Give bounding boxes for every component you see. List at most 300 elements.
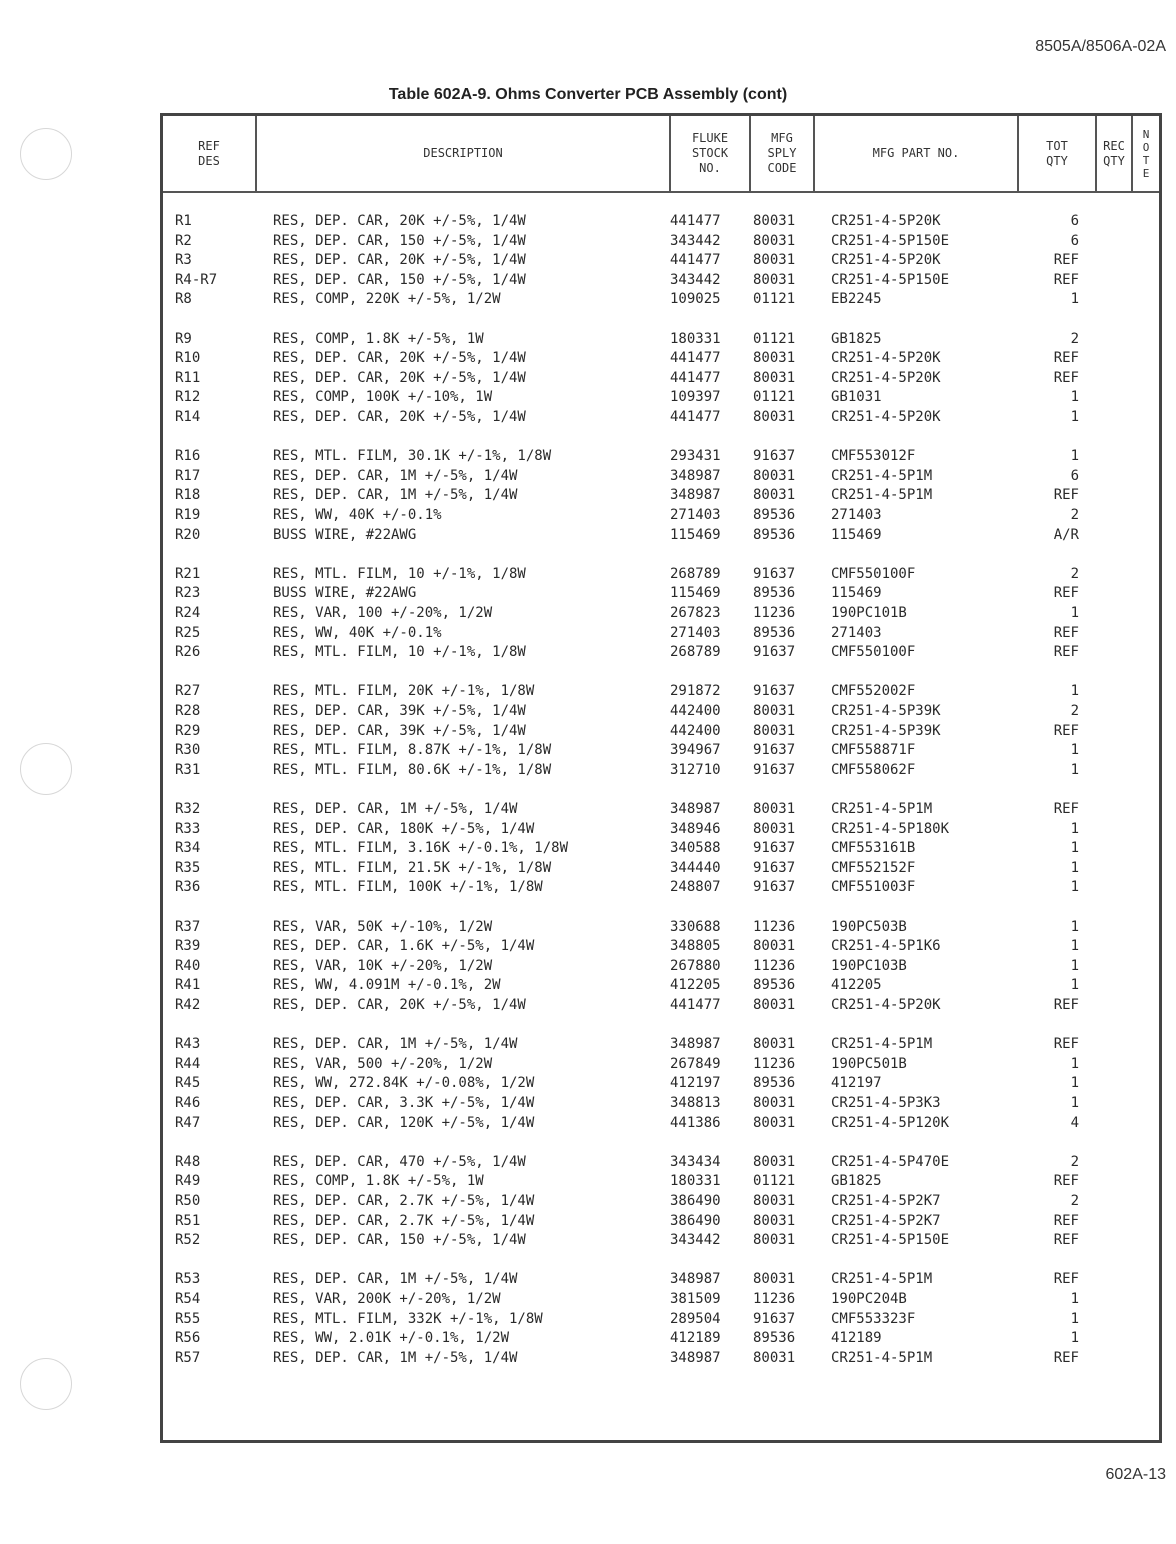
ref-des-cell: R32 xyxy=(175,801,201,817)
tot-qty-cell: 1 xyxy=(1070,840,1079,857)
description-cell: RES, DEP. CAR, 150 +/-5%, 1/4W xyxy=(273,232,526,249)
sply-code-cell: 80031 xyxy=(753,938,796,955)
description-cell: RES, VAR, 10K +/-20%, 1/2W xyxy=(273,957,493,974)
sply-code-cell: 80031 xyxy=(753,1349,796,1366)
tot-qty-cell: REF xyxy=(1053,1271,1079,1288)
stock-no-cell: 348987 xyxy=(670,487,721,504)
stock-no-cell: 381509 xyxy=(670,1291,721,1307)
ref-des-cell: R11 xyxy=(175,369,201,386)
ref-des-cell: R4-R7 xyxy=(175,271,218,288)
tot-qty-cell: REF xyxy=(1053,1349,1079,1366)
mfg-part-no-cell: CR251-4-5P2K7 xyxy=(831,1193,941,1209)
stock-no-cell: 441386 xyxy=(670,1114,721,1131)
sply-code-cell: 80031 xyxy=(753,1153,796,1170)
description-cell: RES, DEP. CAR, 39K +/-5%, 1/4W xyxy=(273,703,526,719)
ref-des-cell: R20 xyxy=(175,526,201,543)
ref-des-cell: R48 xyxy=(175,1153,201,1170)
mfg-part-no-cell: CMF553012F xyxy=(831,448,916,465)
sply-code-cell: 80031 xyxy=(753,1095,796,1111)
tot-qty-cell: 1 xyxy=(1070,977,1079,994)
table-row xyxy=(163,683,1159,703)
tot-qty-cell: 4 xyxy=(1070,1114,1079,1131)
sply-code-cell: 91637 xyxy=(753,761,796,778)
sply-code-cell: 80031 xyxy=(753,722,796,739)
description-cell: RES, MTL. FILM, 100K +/-1%, 1/8W xyxy=(273,879,543,896)
stock-no-cell: 344440 xyxy=(670,859,721,876)
table-row xyxy=(163,1232,1159,1252)
ref-des-cell: R10 xyxy=(175,350,201,367)
table-row xyxy=(163,1036,1159,1056)
mfg-part-no-cell: GB1825 xyxy=(831,1173,882,1190)
mfg-part-no-cell: EB2245 xyxy=(831,291,882,308)
stock-no-cell: 109397 xyxy=(670,389,721,406)
ref-des-cell: R2 xyxy=(175,232,192,249)
description-cell: RES, MTL. FILM, 10 +/-1%, 1/8W xyxy=(273,644,526,661)
description-cell: BUSS WIRE, #22AWG xyxy=(273,526,417,543)
sply-code-cell: 01121 xyxy=(753,330,796,347)
description-cell: RES, MTL. FILM, 80.6K +/-1%, 1/8W xyxy=(273,761,552,778)
stock-no-cell: 412189 xyxy=(670,1330,721,1347)
ref-des-cell: R26 xyxy=(175,644,201,661)
description-cell: RES, WW, 272.84K +/-0.08%, 1/2W xyxy=(273,1075,535,1092)
stock-no-cell: 386490 xyxy=(670,1193,721,1209)
sply-code-cell: 89536 xyxy=(753,507,796,523)
sply-code-cell: 80031 xyxy=(753,487,796,504)
description-cell: RES, MTL. FILM, 20K +/-1%, 1/8W xyxy=(273,683,535,700)
table-row xyxy=(163,585,1159,605)
mfg-part-no-cell: CR251-4-5P1K6 xyxy=(831,938,941,955)
table-row xyxy=(163,742,1159,762)
stock-no-cell: 343434 xyxy=(670,1153,721,1170)
table-row xyxy=(163,1350,1159,1370)
tot-qty-cell: REF xyxy=(1053,644,1079,661)
table-row xyxy=(163,958,1159,978)
sply-code-cell: 01121 xyxy=(753,1173,796,1190)
stock-no-cell: 180331 xyxy=(670,1173,721,1190)
description-cell: RES, DEP. CAR, 2.7K +/-5%, 1/4W xyxy=(273,1212,535,1229)
binder-hole xyxy=(20,128,72,180)
header-description: DESCRIPTION xyxy=(423,146,503,160)
document-id: 8505A/8506A-02A xyxy=(1035,38,1166,55)
ref-des-cell: R37 xyxy=(175,918,201,935)
tot-qty-cell: REF xyxy=(1053,624,1079,641)
description-cell: RES, DEP. CAR, 2.7K +/-5%, 1/4W xyxy=(273,1193,535,1209)
stock-no-cell: 441477 xyxy=(670,409,721,425)
mfg-part-no-cell: CR251-4-5P1M xyxy=(831,487,933,504)
description-cell: RES, COMP, 220K +/-5%, 1/2W xyxy=(273,291,501,308)
sply-code-cell: 89536 xyxy=(753,1330,796,1347)
description-cell: BUSS WIRE, #22AWG xyxy=(273,585,417,602)
ref-des-cell: R43 xyxy=(175,1036,201,1053)
description-cell: RES, VAR, 200K +/-20%, 1/2W xyxy=(273,1291,501,1307)
mfg-part-no-cell: 115469 xyxy=(831,585,882,602)
header-sply-code: MFG SPLY CODE xyxy=(767,131,797,175)
table-row xyxy=(163,370,1159,390)
tot-qty-cell: 2 xyxy=(1070,1153,1079,1170)
sply-code-cell: 01121 xyxy=(753,389,796,406)
description-cell: RES, VAR, 500 +/-20%, 1/2W xyxy=(273,1055,493,1072)
mfg-part-no-cell: 412205 xyxy=(831,977,882,994)
tot-qty-cell: 1 xyxy=(1070,938,1079,955)
table-row xyxy=(163,703,1159,723)
table-row xyxy=(163,331,1159,351)
table-row xyxy=(163,1095,1159,1115)
ref-des-cell: R45 xyxy=(175,1075,201,1092)
description-cell: RES, DEP. CAR, 1M +/-5%, 1/4W xyxy=(273,487,518,504)
description-cell: RES, DEP. CAR, 1M +/-5%, 1/4W xyxy=(273,467,518,484)
mfg-part-no-cell: CR251-4-5P20K xyxy=(831,252,941,269)
description-cell: RES, DEP. CAR, 39K +/-5%, 1/4W xyxy=(273,722,526,739)
mfg-part-no-cell: CMF551003F xyxy=(831,879,916,896)
table-row xyxy=(163,409,1159,429)
stock-no-cell: 441477 xyxy=(670,213,721,229)
table-row xyxy=(163,821,1159,841)
binder-hole xyxy=(20,1358,72,1410)
mfg-part-no-cell: CR251-4-5P39K xyxy=(831,703,941,719)
mfg-part-no-cell: CR251-4-5P1M xyxy=(831,1036,933,1053)
table-row xyxy=(163,1056,1159,1076)
table-row xyxy=(163,840,1159,860)
mfg-part-no-cell: CR251-4-5P150E xyxy=(831,1232,950,1249)
sply-code-cell: 01121 xyxy=(753,291,796,308)
ref-des-cell: R53 xyxy=(175,1271,201,1288)
description-cell: RES, DEP. CAR, 470 +/-5%, 1/4W xyxy=(273,1153,526,1170)
description-cell: RES, COMP, 1.8K +/-5%, 1W xyxy=(273,330,484,347)
tot-qty-cell: 1 xyxy=(1070,742,1079,759)
mfg-part-no-cell: CR251-4-5P20K xyxy=(831,997,941,1013)
description-cell: RES, DEP. CAR, 1M +/-5%, 1/4W xyxy=(273,1271,518,1288)
sply-code-cell: 80031 xyxy=(753,997,796,1013)
description-cell: RES, DEP. CAR, 120K +/-5%, 1/4W xyxy=(273,1114,535,1131)
sply-code-cell: 91637 xyxy=(753,448,796,465)
ref-des-cell: R56 xyxy=(175,1330,201,1347)
tot-qty-cell: REF xyxy=(1053,722,1079,739)
table-row xyxy=(163,801,1159,821)
header-mfg-part-no: MFG PART NO. xyxy=(872,146,960,160)
ref-des-cell: R18 xyxy=(175,487,201,504)
tot-qty-cell: 1 xyxy=(1070,879,1079,896)
tot-qty-cell: 1 xyxy=(1070,859,1079,876)
ref-des-cell: R16 xyxy=(175,448,201,465)
sply-code-cell: 89536 xyxy=(753,977,796,994)
ref-des-cell: R1 xyxy=(175,213,192,229)
description-cell: RES, DEP. CAR, 20K +/-5%, 1/4W xyxy=(273,369,526,386)
stock-no-cell: 343442 xyxy=(670,232,721,249)
binder-hole xyxy=(20,743,72,795)
tot-qty-cell: REF xyxy=(1053,252,1079,269)
sply-code-cell: 11236 xyxy=(753,1291,796,1307)
tot-qty-cell: 6 xyxy=(1070,232,1079,249)
ref-des-cell: R40 xyxy=(175,957,201,974)
tot-qty-cell: 2 xyxy=(1070,1193,1079,1209)
tot-qty-cell: 1 xyxy=(1070,1291,1079,1307)
table-row xyxy=(163,1311,1159,1331)
mfg-part-no-cell: CR251-4-5P150E xyxy=(831,271,950,288)
table-row xyxy=(163,997,1159,1017)
stock-no-cell: 348987 xyxy=(670,801,721,817)
ref-des-cell: R35 xyxy=(175,859,201,876)
mfg-part-no-cell: CR251-4-5P180K xyxy=(831,820,950,837)
stock-no-cell: 441477 xyxy=(670,997,721,1013)
stock-no-cell: 348987 xyxy=(670,1271,721,1288)
tot-qty-cell: 2 xyxy=(1070,330,1079,347)
description-cell: RES, COMP, 100K +/-10%, 1W xyxy=(273,389,493,406)
stock-no-cell: 441477 xyxy=(670,350,721,367)
mfg-part-no-cell: CMF550100F xyxy=(831,644,916,661)
mfg-part-no-cell: CMF553161B xyxy=(831,840,916,857)
tot-qty-cell: 2 xyxy=(1070,703,1079,719)
tot-qty-cell: REF xyxy=(1053,1232,1079,1249)
mfg-part-no-cell: 412189 xyxy=(831,1330,882,1347)
mfg-part-no-cell: CMF558062F xyxy=(831,761,916,778)
table-row xyxy=(163,468,1159,488)
ref-des-cell: R12 xyxy=(175,389,201,406)
ref-des-cell: R49 xyxy=(175,1173,201,1190)
tot-qty-cell: 6 xyxy=(1070,213,1079,229)
sply-code-cell: 91637 xyxy=(753,742,796,759)
table-row xyxy=(163,233,1159,253)
table-row xyxy=(163,350,1159,370)
stock-no-cell: 330688 xyxy=(670,918,721,935)
tot-qty-cell: 2 xyxy=(1070,507,1079,523)
tot-qty-cell: REF xyxy=(1053,1036,1079,1053)
table-row xyxy=(163,291,1159,311)
table-row xyxy=(163,487,1159,507)
tot-qty-cell: 1 xyxy=(1070,1095,1079,1111)
sply-code-cell: 89536 xyxy=(753,624,796,641)
stock-no-cell: 293431 xyxy=(670,448,721,465)
ref-des-cell: R46 xyxy=(175,1095,201,1111)
stock-no-cell: 412197 xyxy=(670,1075,721,1092)
ref-des-cell: R28 xyxy=(175,703,201,719)
table-row xyxy=(163,723,1159,743)
header-note: N O T E xyxy=(1142,127,1150,180)
tot-qty-cell: REF xyxy=(1053,271,1079,288)
table-row xyxy=(163,625,1159,645)
table-row xyxy=(163,1075,1159,1095)
stock-no-cell: 348987 xyxy=(670,1036,721,1053)
description-cell: RES, VAR, 100 +/-20%, 1/2W xyxy=(273,605,493,621)
table-row xyxy=(163,762,1159,782)
table-title: Table 602A-9. Ohms Converter PCB Assembly (cont) xyxy=(388,86,788,103)
tot-qty-cell: 1 xyxy=(1070,820,1079,837)
tot-qty-cell: REF xyxy=(1053,1212,1079,1229)
table-row xyxy=(163,1271,1159,1291)
stock-no-cell: 115469 xyxy=(670,526,721,543)
mfg-part-no-cell: 190PC101B xyxy=(831,605,907,621)
table-row xyxy=(163,389,1159,409)
tot-qty-cell: REF xyxy=(1053,801,1079,817)
mfg-part-no-cell: CR251-4-5P20K xyxy=(831,409,941,425)
stock-no-cell: 343442 xyxy=(670,271,721,288)
table-row xyxy=(163,1173,1159,1193)
stock-no-cell: 348805 xyxy=(670,938,721,955)
tot-qty-cell: 6 xyxy=(1070,467,1079,484)
tot-qty-cell: 1 xyxy=(1070,761,1079,778)
sply-code-cell: 80031 xyxy=(753,1193,796,1209)
description-cell: RES, MTL. FILM, 332K +/-1%, 1/8W xyxy=(273,1310,543,1327)
sply-code-cell: 80031 xyxy=(753,271,796,288)
ref-des-cell: R39 xyxy=(175,938,201,955)
tot-qty-cell: 1 xyxy=(1070,1055,1079,1072)
tot-qty-cell: 1 xyxy=(1070,448,1079,465)
table-row xyxy=(163,213,1159,233)
mfg-part-no-cell: CR251-4-5P470E xyxy=(831,1153,950,1170)
stock-no-cell: 248807 xyxy=(670,879,721,896)
sply-code-cell: 80031 xyxy=(753,820,796,837)
sply-code-cell: 91637 xyxy=(753,644,796,661)
sply-code-cell: 91637 xyxy=(753,879,796,896)
table-row xyxy=(163,1213,1159,1233)
stock-no-cell: 312710 xyxy=(670,761,721,778)
stock-no-cell: 348987 xyxy=(670,1349,721,1366)
ref-des-cell: R29 xyxy=(175,722,201,739)
tot-qty-cell: 1 xyxy=(1070,1310,1079,1327)
mfg-part-no-cell: CR251-4-5P3K3 xyxy=(831,1095,941,1111)
table-row xyxy=(163,272,1159,292)
table-header xyxy=(163,116,1159,193)
sply-code-cell: 80031 xyxy=(753,369,796,386)
description-cell: RES, DEP. CAR, 1M +/-5%, 1/4W xyxy=(273,1349,518,1366)
stock-no-cell: 394967 xyxy=(670,742,721,759)
ref-des-cell: R31 xyxy=(175,761,201,778)
description-cell: RES, DEP. CAR, 20K +/-5%, 1/4W xyxy=(273,997,526,1013)
ref-des-cell: R21 xyxy=(175,565,201,582)
table-row xyxy=(163,860,1159,880)
sply-code-cell: 89536 xyxy=(753,1075,796,1092)
header-ref-des: REF DES xyxy=(198,138,220,168)
ref-des-cell: R30 xyxy=(175,742,201,759)
table-row xyxy=(163,448,1159,468)
parts-table xyxy=(160,113,1162,1443)
stock-no-cell: 268789 xyxy=(670,644,721,661)
description-cell: RES, DEP. CAR, 20K +/-5%, 1/4W xyxy=(273,213,526,229)
stock-no-cell: 386490 xyxy=(670,1212,721,1229)
header-tot-qty: TOT QTY xyxy=(1046,138,1068,168)
mfg-part-no-cell: CR251-4-5P20K xyxy=(831,350,941,367)
mfg-part-no-cell: CR251-4-5P2K7 xyxy=(831,1212,941,1229)
mfg-part-no-cell: CR251-4-5P1M xyxy=(831,801,933,817)
header-stock-no: FLUKE STOCK NO. xyxy=(691,131,729,175)
table-row xyxy=(163,938,1159,958)
mfg-part-no-cell: CMF552152F xyxy=(831,859,916,876)
ref-des-cell: R42 xyxy=(175,997,201,1013)
stock-no-cell: 271403 xyxy=(670,624,721,641)
sply-code-cell: 80031 xyxy=(753,1036,796,1053)
description-cell: RES, WW, 4.091M +/-0.1%, 2W xyxy=(273,977,501,994)
stock-no-cell: 348987 xyxy=(670,467,721,484)
stock-no-cell: 442400 xyxy=(670,703,721,719)
description-cell: RES, MTL. FILM, 21.5K +/-1%, 1/8W xyxy=(273,859,552,876)
stock-no-cell: 340588 xyxy=(670,840,721,857)
sply-code-cell: 11236 xyxy=(753,1055,796,1072)
table-row xyxy=(163,977,1159,997)
ref-des-cell: R27 xyxy=(175,683,201,700)
ref-des-cell: R44 xyxy=(175,1055,201,1072)
stock-no-cell: 271403 xyxy=(670,507,721,523)
sply-code-cell: 80031 xyxy=(753,1114,796,1131)
mfg-part-no-cell: 115469 xyxy=(831,526,882,543)
description-cell: RES, MTL. FILM, 10 +/-1%, 1/8W xyxy=(273,565,526,582)
description-cell: RES, DEP. CAR, 150 +/-5%, 1/4W xyxy=(273,1232,526,1249)
mfg-part-no-cell: 412197 xyxy=(831,1075,882,1092)
mfg-part-no-cell: CMF552002F xyxy=(831,683,916,700)
table-row xyxy=(163,252,1159,272)
ref-des-cell: R57 xyxy=(175,1349,201,1366)
sply-code-cell: 89536 xyxy=(753,585,796,602)
sply-code-cell: 80031 xyxy=(753,409,796,425)
ref-des-cell: R51 xyxy=(175,1212,201,1229)
description-cell: RES, DEP. CAR, 20K +/-5%, 1/4W xyxy=(273,409,526,425)
ref-des-cell: R36 xyxy=(175,879,201,896)
table-row xyxy=(163,1115,1159,1135)
mfg-part-no-cell: CR251-4-5P1M xyxy=(831,467,933,484)
description-cell: RES, DEP. CAR, 1.6K +/-5%, 1/4W xyxy=(273,938,535,955)
tot-qty-cell: 2 xyxy=(1070,565,1079,582)
mfg-part-no-cell: CR251-4-5P1M xyxy=(831,1349,933,1366)
description-cell: RES, VAR, 50K +/-10%, 1/2W xyxy=(273,918,493,935)
mfg-part-no-cell: GB1031 xyxy=(831,389,882,406)
description-cell: RES, MTL. FILM, 3.16K +/-0.1%, 1/8W xyxy=(273,840,569,857)
mfg-part-no-cell: CR251-4-5P120K xyxy=(831,1114,950,1131)
ref-des-cell: R19 xyxy=(175,507,201,523)
ref-des-cell: R8 xyxy=(175,291,192,308)
ref-des-cell: R34 xyxy=(175,840,201,857)
description-cell: RES, WW, 2.01K +/-0.1%, 1/2W xyxy=(273,1330,510,1347)
stock-no-cell: 180331 xyxy=(670,330,721,347)
table-row xyxy=(163,919,1159,939)
page-number: 602A-13 xyxy=(1105,1466,1166,1483)
description-cell: RES, DEP. CAR, 20K +/-5%, 1/4W xyxy=(273,350,526,367)
stock-no-cell: 267849 xyxy=(670,1055,721,1072)
tot-qty-cell: 1 xyxy=(1070,291,1079,308)
table-row xyxy=(163,1291,1159,1311)
table-row xyxy=(163,1330,1159,1350)
tot-qty-cell: REF xyxy=(1053,1173,1079,1190)
ref-des-cell: R24 xyxy=(175,605,201,621)
mfg-part-no-cell: 271403 xyxy=(831,507,882,523)
stock-no-cell: 268789 xyxy=(670,565,721,582)
mfg-part-no-cell: CMF558871F xyxy=(831,742,916,759)
stock-no-cell: 348946 xyxy=(670,820,721,837)
description-cell: RES, MTL. FILM, 30.1K +/-1%, 1/8W xyxy=(273,448,552,465)
tot-qty-cell: 1 xyxy=(1070,605,1079,621)
stock-no-cell: 291872 xyxy=(670,683,721,700)
tot-qty-cell: 1 xyxy=(1070,1330,1079,1347)
sply-code-cell: 91637 xyxy=(753,859,796,876)
mfg-part-no-cell: GB1825 xyxy=(831,330,882,347)
mfg-part-no-cell: 190PC503B xyxy=(831,918,907,935)
stock-no-cell: 442400 xyxy=(670,722,721,739)
ref-des-cell: R25 xyxy=(175,624,201,641)
ref-des-cell: R17 xyxy=(175,467,201,484)
description-cell: RES, DEP. CAR, 1M +/-5%, 1/4W xyxy=(273,1036,518,1053)
description-cell: RES, MTL. FILM, 8.87K +/-1%, 1/8W xyxy=(273,742,552,759)
ref-des-cell: R33 xyxy=(175,820,201,837)
sply-code-cell: 80031 xyxy=(753,1232,796,1249)
sply-code-cell: 80031 xyxy=(753,252,796,269)
stock-no-cell: 289504 xyxy=(670,1310,721,1327)
stock-no-cell: 115469 xyxy=(670,585,721,602)
ref-des-cell: R14 xyxy=(175,409,201,425)
sply-code-cell: 91637 xyxy=(753,683,796,700)
header-rec-qty: REC QTY xyxy=(1103,138,1125,168)
mfg-part-no-cell: CR251-4-5P20K xyxy=(831,369,941,386)
sply-code-cell: 89536 xyxy=(753,526,796,543)
sply-code-cell: 80031 xyxy=(753,467,796,484)
mfg-part-no-cell: 271403 xyxy=(831,624,882,641)
mfg-part-no-cell: CR251-4-5P1M xyxy=(831,1271,933,1288)
